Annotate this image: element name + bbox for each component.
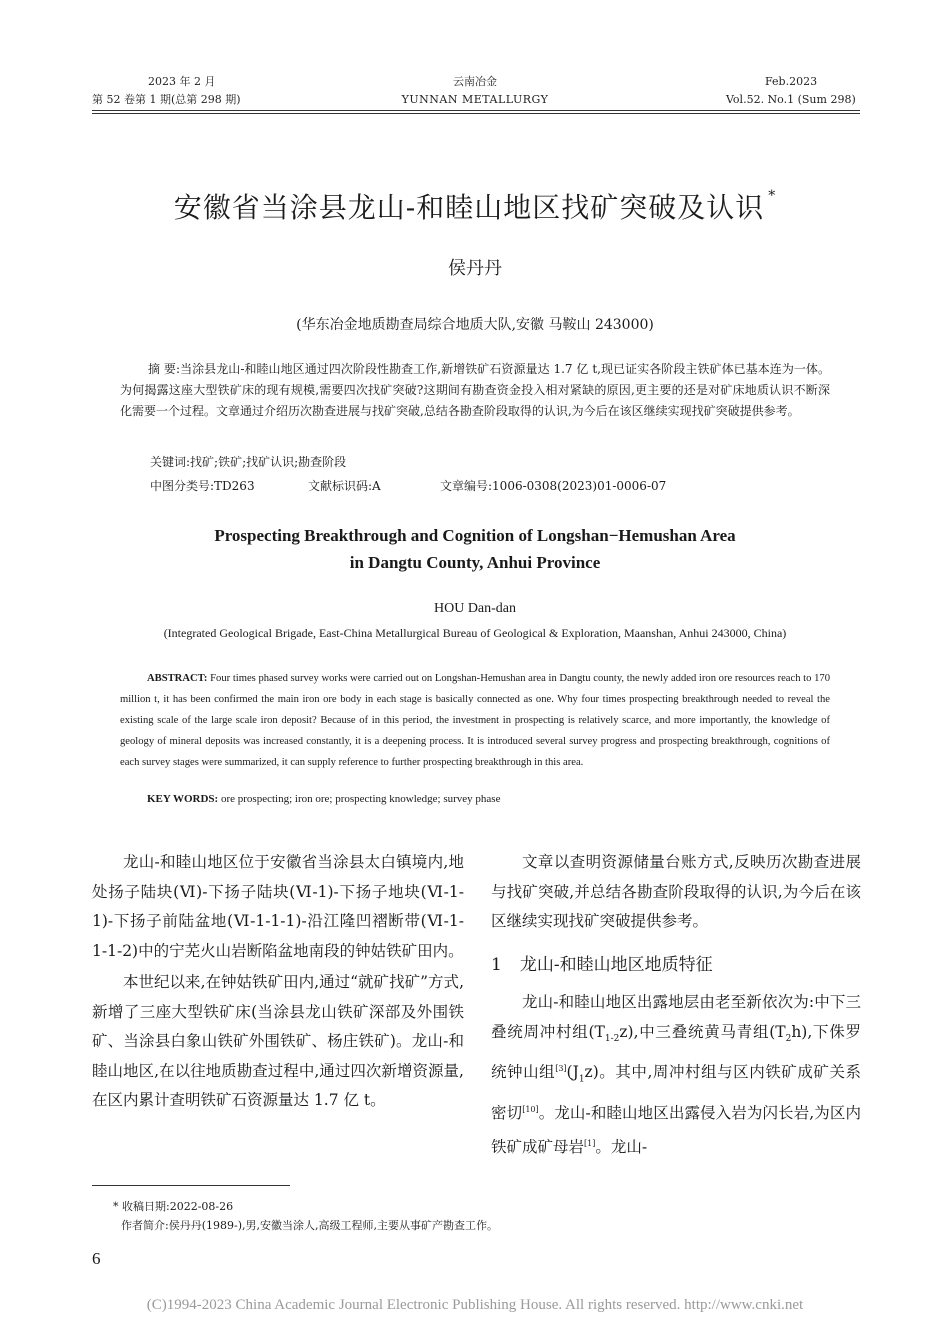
body-column-right	[491, 848, 861, 1162]
paper-title-en-line1: Prospecting Breakthrough and Cognition of Longshan−Hemushan Area	[214, 526, 736, 545]
classification-clc: 中图分类号:TD263	[150, 479, 255, 493]
abstract-cn-text: 当涂县龙山-和睦山地区通过四次阶段性勘查工作,新增铁矿石资源量达 1.7 亿 t,现已证实各阶段主铁矿体已基本连为一体。为何揭露这座大型铁矿床的现有规模,需要四次找矿突破?这期间有勘查资金投入相对紧缺的原因,更主要的还是对矿床地质认识不断深化需要一个过程。文章通过介绍历次勘查进展与找矿突破,总结各勘查阶段取得的认识,为今后在该区继续实现找矿突破提供参考。	[120, 362, 830, 418]
paper-title-en-line2: in Dangtu County, Anhui Province	[349, 553, 601, 572]
body-paragraph: 龙山-和睦山地区出露地层由老至新依次为:中下三叠统周冲村组$(T_{1-2}z)$,中三叠统黄马青组$(T_2h)$,下侏罗统钟山组$[3](J_1z)$。其中,周冲村组与区内铁矿成矿关系密切[10]。龙山-和睦山地区出露侵入岩为闪长岩,为区内铁矿成矿母岩[1]。龙山-	[491, 993, 861, 1156]
classification-doc-code: 文献标识码:A	[308, 479, 381, 493]
keywords-en-text: ore prospecting; iron ore; prospecting knowledge; survey phase	[220, 793, 501, 805]
header-date-en: Feb.2023	[765, 75, 818, 88]
paper-title-cn: 安徽省当涂县龙山-和睦山地区找矿突破及认识 *	[173, 188, 777, 224]
header-volume-cn: 第 52 卷第 1 期(总第 298 期)	[92, 93, 241, 106]
keywords-cn	[150, 452, 346, 472]
keywords-en-label: KEY WORDS:	[147, 793, 219, 805]
classification-article-no: 文章编号:1006-0308(2023)01-0006-07	[440, 479, 667, 493]
abstract-en	[120, 668, 830, 773]
journal-name-cn: 云南冶金	[453, 75, 497, 88]
section-heading	[491, 951, 861, 981]
footnote-received: * 收稿日期:2022-08-26	[113, 1200, 234, 1213]
affiliation-cn: (华东冶金地质勘查局综合地质大队,安徽 马鞍山 243000)	[296, 317, 654, 333]
section-number: 1	[491, 954, 502, 975]
author-name-cn: 侯丹丹	[448, 258, 502, 279]
footnote-rule	[92, 1185, 290, 1186]
author-name-en: HOU Dan-dan	[433, 601, 517, 616]
abstract-en-text: Four times phased survey works were carried out on Longshan-Hemushan area in Dangtu county, the newly added iron ore resources reach to 170 million t, it has been confirmed the main iron ore body in each stage is basically connected as one. Why four times prospecting breakthrough needed to reveal the existing scale of the large scale iron deposit? Because of in this period, the investment in prospecting is relatively scarce, and more importantly, the knowledge of geology of mineral deposits was increased constantly, it is a deepening process. It is introduced several survey progress and prospecting breakthrough, cognitions of each survey stages were summarized, it can supply reference to further prospecting breakthrough in this area.	[120, 673, 830, 768]
title-footnote-mark: *	[768, 188, 777, 204]
citation: [3]	[555, 1064, 567, 1074]
body-column-left	[92, 848, 464, 1116]
keywords-en	[147, 793, 500, 805]
affiliation-en: (Integrated Geological Brigade, East-China Metallurgical Bureau of Geological & Exploration, Maanshan, Anhui 243000, China)	[163, 626, 787, 640]
body-paragraph: 龙山-和睦山地区位于安徽省当涂县太白镇境内,地处扬子陆块(Ⅵ)-下扬子陆块(Ⅵ-1)-下扬子地块(Ⅵ-1-1)-下扬子前陆盆地(Ⅵ-1-1-1)-沿江隆凹褶断带(Ⅵ-1-1-1-2)中的宁芜火山岩断陷盆地南段的钟姑铁矿田内。	[92, 853, 464, 960]
abstract-cn-label: 摘 要:	[148, 362, 181, 376]
header-rule-bottom	[92, 113, 860, 114]
header-date-cn: 2023 年 2 月	[148, 75, 216, 88]
abstract-cn	[120, 359, 830, 422]
keywords-cn-label: 关键词:	[150, 455, 191, 469]
header-volume-en: Vol.52. No.1 (Sum 298)	[726, 93, 856, 106]
citation: [10]	[522, 1104, 539, 1114]
section-title: 龙山-和睦山地区地质特征	[519, 954, 713, 975]
copyright-watermark: (C)1994-2023 China Academic Journal Electronic Publishing House. All rights reserved. http://www.cnki.net	[146, 1297, 804, 1313]
footnote-author-bio: 作者简介:侯丹丹(1989-),男,安徽当涂人,高级工程师,主要从事矿产勘查工作。	[121, 1219, 498, 1232]
citation: [1]	[584, 1138, 596, 1148]
page-number: 6	[92, 1249, 101, 1268]
abstract-en-label: ABSTRACT:	[147, 673, 208, 684]
body-paragraph: 文章以查明资源储量台账方式,反映历次勘查进展与找矿突破,并总结各勘查阶段取得的认识,为今后在该区继续实现找矿突破提供参考。	[491, 853, 861, 930]
header-rule-top	[92, 110, 860, 111]
journal-name-en: YUNNAN METALLURGY	[401, 93, 549, 106]
keywords-cn-text: 找矿;铁矿;找矿认识;勘查阶段	[190, 455, 347, 469]
body-paragraph: 本世纪以来,在钟姑铁矿田内,通过“就矿找矿”方式,新增了三座大型铁矿床(当涂县龙山铁矿深部及外围铁矿、当涂县白象山铁矿外围铁矿、杨庄铁矿)。龙山-和睦山地区,在以往地质勘查过程中,通过四次新增资源量,在区内累计查明铁矿石资源量达 1.7 亿 t。	[92, 973, 464, 1109]
